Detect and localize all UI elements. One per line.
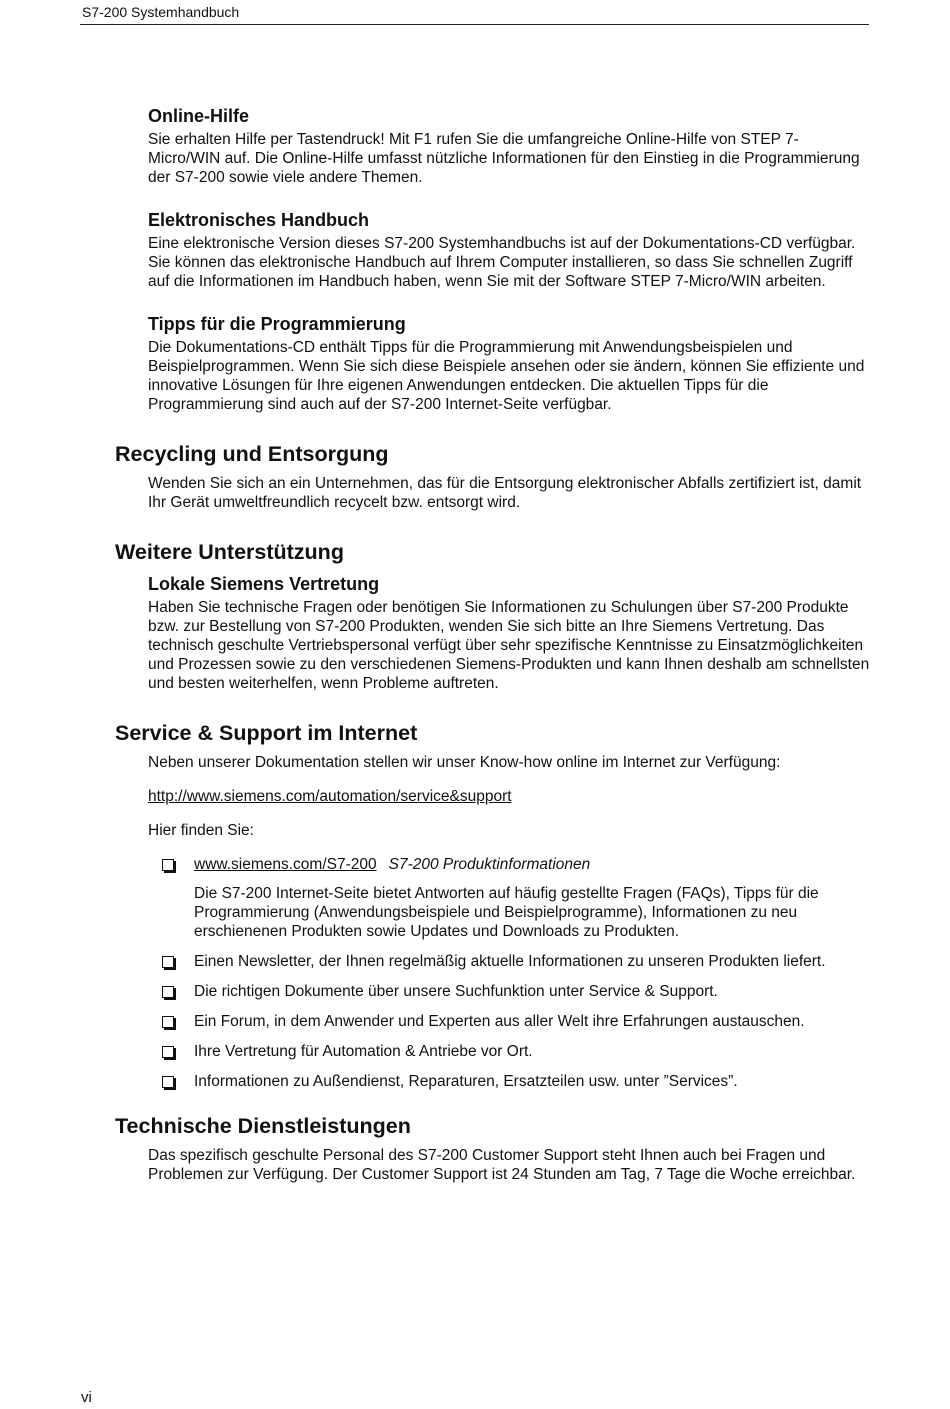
checkbox-bullet-icon xyxy=(162,1046,174,1058)
list-item xyxy=(160,1042,870,1061)
list-item-text: Die richtigen Dokumente über unsere Suchfunktion unter Service & Support. xyxy=(194,983,718,1000)
service-support-link[interactable]: http://www.siemens.com/automation/service&support xyxy=(148,788,512,805)
paragraph-tipps: Die Dokumentations-CD enthält Tipps für die Programmierung mit Anwendungsbeispielen und Beispielprogrammen. Wenn Sie sich diese Beispiele ansehen oder sie ändern, können Sie effiziente und innovative Lösungen für Ihre eigenen Anwendungen entdecken. Die aktuellen Tipps für die Programmierung sind auch auf der S7-200 Internet-Seite verfügbar. xyxy=(148,339,865,413)
section-lokale-vertretung xyxy=(148,572,870,693)
page-number: vi xyxy=(81,1389,92,1406)
list-item-text: Einen Newsletter, der Ihnen regelmäßig aktuelle Informationen zu unseren Produkten liefert. xyxy=(194,953,826,970)
section-tipps xyxy=(148,312,870,414)
checkbox-bullet-icon xyxy=(162,956,174,968)
list-item xyxy=(160,952,870,971)
section-online-hilfe xyxy=(148,104,870,187)
list-item-text: Ein Forum, in dem Anwender und Experten aus aller Welt ihre Erfahrungen austauschen. xyxy=(194,1013,805,1030)
service-list xyxy=(160,855,870,1091)
heading-weitere-unterstuetzung: Weitere Unterstützung xyxy=(115,540,344,564)
subheading-lokale-vertretung: Lokale Siemens Vertretung xyxy=(148,574,380,594)
list-item-text: Die S7-200 Internet-Seite bietet Antworten auf häufig gestellte Fragen (FAQs), Tipps für die Programmierung (Anwendungsbeispiele und Beispielprogramme), Informationen zu neu erschienenen Produkten sowie Updates und Downloads zu Produkten. xyxy=(194,885,819,940)
section-service-support xyxy=(148,753,870,840)
paragraph-elektronisches-handbuch: Eine elektronische Version dieses S7-200 Systemhandbuchs ist auf der Dokumentations-CD verfügbar. Sie können das elektronische Handbuch auf Ihrem Computer installieren, so dass Sie schnellen Zugriff auf die Informationen im Handbuch haben, wenn Sie mit der Software STEP 7-Micro/WIN arbeiten. xyxy=(148,235,856,290)
list-item xyxy=(160,1072,870,1091)
checkbox-bullet-icon xyxy=(162,986,174,998)
subheading-online-hilfe: Online-Hilfe xyxy=(148,106,250,126)
paragraph-lokale-vertretung: Haben Sie technische Fragen oder benötigen Sie Informationen zu Schulungen über S7-200 Produkte bzw. zur Bestellung von S7-200 Produkten, wenden Sie sich bitte an Ihre Siemens Vertretung. Das technisch geschulte Vertriebspersonal verfügt über sehr spezifische Kenntnisse zu Einsatzmöglichkeiten und Prozessen sowie zu den verschiedenen Siemens-Produkten und kann Ihnen deshalb am schnellsten und besten weiterhelfen, wenn Probleme auftreten. xyxy=(148,599,870,692)
heading-technische-dienstleistungen: Technische Dienstleistungen xyxy=(115,1114,411,1138)
list-item xyxy=(160,855,870,941)
checkbox-bullet-icon xyxy=(162,1076,174,1088)
heading-service-support: Service & Support im Internet xyxy=(115,721,418,745)
heading-recycling: Recycling und Entsorgung xyxy=(115,442,389,466)
checkbox-bullet-icon xyxy=(162,1016,174,1028)
product-info-label: S7-200 Produktinformationen xyxy=(388,856,591,873)
s7-200-link[interactable]: www.siemens.com/S7-200 xyxy=(194,856,377,873)
running-header: S7-200 Systemhandbuch xyxy=(82,4,240,20)
subheading-tipps: Tipps für die Programmierung xyxy=(148,314,406,334)
paragraph-technische-dienstleistungen: Das spezifisch geschulte Personal des S7-200 Customer Support steht Ihnen auch bei Fragen und Problemen zur Verfügung. Der Customer Support ist 24 Stunden am Tag, 7 Tage die Woche erreichbar. xyxy=(148,1147,856,1183)
paragraph-service-lead: Hier finden Sie: xyxy=(148,822,254,839)
paragraph-recycling: Wenden Sie sich an ein Unternehmen, das für die Entsorgung elektronischer Abfalls zertifiziert ist, damit Ihr Gerät umweltfreundlich recycelt bzw. entsorgt wird. xyxy=(148,475,862,511)
list-item xyxy=(160,1012,870,1031)
paragraph-service-intro: Neben unserer Dokumentation stellen wir unser Know-how online im Internet zur Verfügung: xyxy=(148,754,781,771)
paragraph-online-hilfe: Sie erhalten Hilfe per Tastendruck! Mit F1 rufen Sie die umfangreiche Online-Hilfe von STEP 7-Micro/WIN auf. Die Online-Hilfe umfasst nützliche Informationen für den Einstieg in die Programmierung der S7-200 sowie viele andere Themen. xyxy=(148,131,860,186)
list-item-text: Informationen zu Außendienst, Reparaturen, Ersatzteilen usw. unter ”Services”. xyxy=(194,1073,738,1090)
list-item-text: Ihre Vertretung für Automation & Antriebe vor Ort. xyxy=(194,1043,533,1060)
section-technische-dienstleistungen xyxy=(148,1146,870,1184)
section-elektronisches-handbuch xyxy=(148,208,870,291)
page-content xyxy=(0,104,950,1184)
subheading-elektronisches-handbuch: Elektronisches Handbuch xyxy=(148,210,370,230)
list-item xyxy=(160,982,870,1001)
header-rule xyxy=(80,24,869,25)
section-recycling xyxy=(148,474,870,512)
checkbox-bullet-icon xyxy=(162,859,174,871)
